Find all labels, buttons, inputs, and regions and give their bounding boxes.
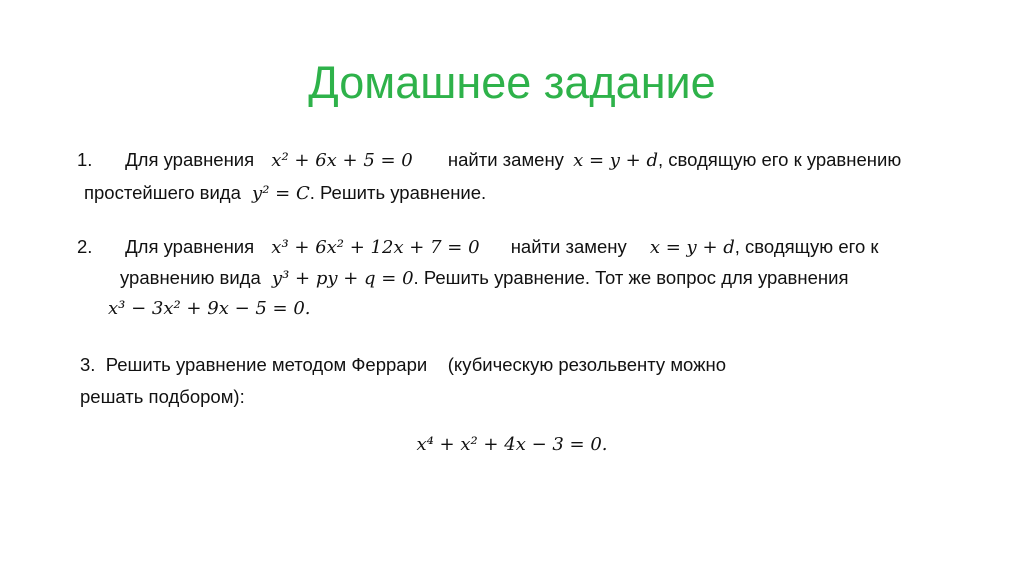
item2-second-equation: x³ − 3x² + 9x − 5 = 0. (108, 298, 311, 319)
item3-line2 (80, 385, 245, 409)
item3-equation: x⁴ + x² + 4x − 3 = 0. (416, 434, 608, 455)
item1-text-c: , сводящую его к уравнению (657, 149, 902, 170)
item2-text-d: уравнению вида (120, 267, 261, 288)
item1-equation: x² + 6x + 5 = 0 (271, 150, 413, 171)
item1-number: 1. (77, 149, 93, 170)
item2-text-c: , сводящую его к (734, 236, 879, 257)
item1-line1 (77, 148, 901, 173)
item1-target-equation: y² = C (252, 183, 310, 204)
item1-text-d: простейшего вида (84, 182, 241, 203)
item3-equation-line (0, 432, 1024, 457)
page-title: Домашнее задание (308, 57, 716, 108)
item3-text-b: решать подбором): (80, 386, 245, 407)
item1-text-b: найти замену (447, 149, 564, 170)
item2-line3 (108, 296, 311, 321)
item3-line1 (80, 353, 726, 377)
item2-equation: x³ + 6x² + 12x + 7 = 0 (271, 237, 480, 258)
item1-text-e: . Решить уравнение. (309, 182, 487, 203)
item3-text-a: 3. Решить уравнение методом Феррари (кубическую резольвенту можно (80, 354, 727, 375)
item2-line2 (120, 266, 848, 291)
item1-text-a: Для уравнения (125, 149, 255, 170)
item2-substitution: x = y + d (649, 237, 735, 258)
item2-line1 (77, 235, 878, 260)
item1-substitution: x = y + d (573, 150, 658, 171)
item2-text-a: Для уравнения (125, 236, 255, 257)
item1-line2 (84, 181, 486, 206)
item2-text-e: . Решить уравнение. Тот же вопрос для уравнения (413, 267, 849, 288)
item2-target-equation: y³ + py + q = 0 (271, 268, 414, 289)
item2-text-b: найти замену (510, 236, 627, 257)
item2-number: 2. (77, 236, 93, 257)
